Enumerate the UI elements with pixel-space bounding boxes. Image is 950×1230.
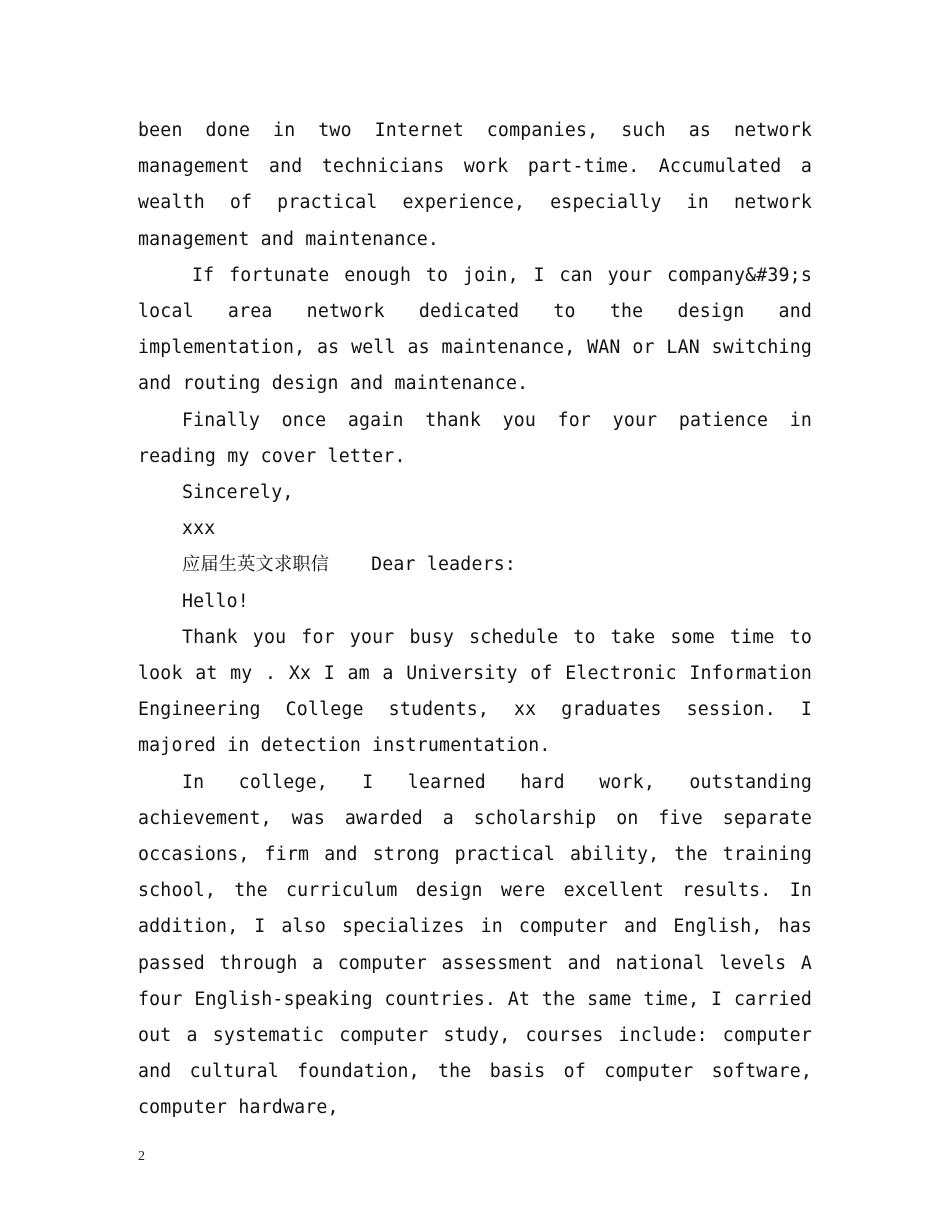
paragraph-work-experience: been done in two Internet companies, such as network management and technicians work part-time. Accumulated a wealth of practical experience, especially in network management and maintenance. (138, 120, 812, 250)
greeting: Hello! (182, 590, 249, 612)
signature-name: xxx (182, 518, 216, 540)
paragraph-network-design: If fortunate enough to join, I can your company&#39;s local area network dedicated to the design and implementation, as well as maintenance, WAN or LAN switching and routing design and maintenance. (138, 264, 812, 395)
closing-sincerely: Sincerely, (182, 482, 294, 504)
document-body (138, 113, 812, 1127)
paragraph-introduction: Thank you for your busy schedule to take some time to look at my . Xx I am a University of Electronic Information Engineering College students, xx graduates session. I majored in detection instrumentation. (138, 626, 812, 757)
paragraph-college: In college, I learned hard work, outstanding achievement, was awarded a scholarship on five separate occasions, firm and strong practical ability, the training school, the curriculum design were excellent results. In addition, I also specializes in computer and English, has passed through a computer assessment and national levels A four English-speaking countries. At the same time, I carried out a systematic computer study, courses include: computer and cultural foundation, the basis of computer software, computer hardware, (138, 771, 812, 1119)
salutation: Dear leaders: (371, 554, 517, 576)
page-number: 2 (138, 1149, 145, 1164)
letter-title-cjk: 应届生英文求职信 (182, 554, 330, 576)
letter-heading (138, 547, 812, 583)
paragraph-thank-you: Finally once again thank you for your patience in reading my cover letter. (138, 409, 812, 467)
